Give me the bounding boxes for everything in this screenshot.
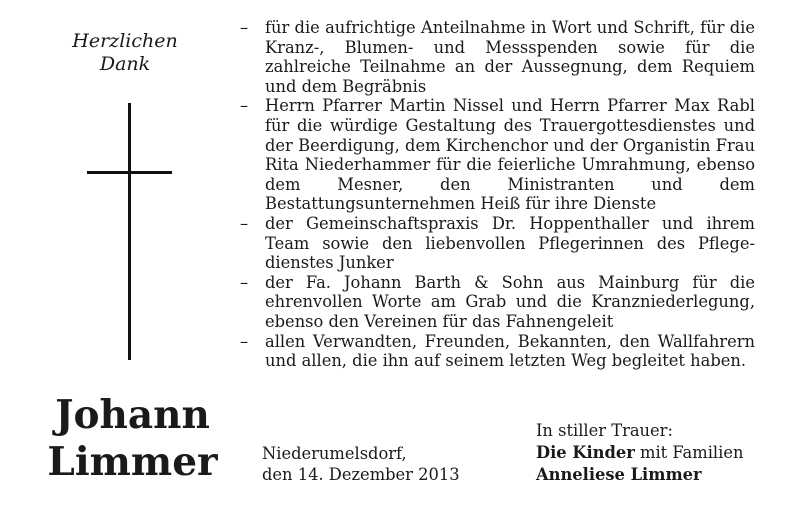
- list-item-text: allen Verwandten, Freunden, Bekannten, den Wallfahrern und allen, die ihn auf seinem letzten Weg begleitet haben.: [265, 331, 755, 371]
- place-date: [262, 443, 460, 485]
- mourners-line-2: Anneliese Limmer: [536, 465, 702, 484]
- cross-icon-vertical: [128, 103, 131, 360]
- thanks-line-2: Dank: [99, 53, 151, 75]
- mourners-children: Die Kinder: [536, 443, 635, 462]
- mourners-line-1: [536, 442, 743, 464]
- list-item: [240, 18, 755, 96]
- mourning-intro: In stiller Trauer:: [536, 421, 673, 440]
- thanks-line-1: Herzlichen: [72, 30, 178, 52]
- cross-icon-horizontal: [87, 171, 172, 174]
- list-dash: –: [240, 18, 249, 37]
- list-item-text: der Gemeinschaftspraxis Dr. Hoppenthaller und ihrem Team sowie den liebenvollen Pflegerinnen des Pflegedienstes Junker: [265, 213, 755, 273]
- list-item-text: der Fa. Johann Barth & Sohn aus Mainburg für die ehrenvollen Worte am Grab und die Kranzniederlegung, ebenso den Vereinen für das Fahnengeleit: [265, 272, 755, 331]
- list-dash: –: [240, 213, 249, 233]
- list-dash: –: [240, 272, 249, 292]
- list-item: [240, 96, 755, 214]
- thanks-list: [240, 18, 755, 371]
- mourners: [536, 420, 743, 486]
- list-dash: –: [240, 331, 249, 351]
- mourners-children-suffix: mit Familien: [634, 443, 744, 462]
- list-item-text: Herrn Pfarrer Martin Nissel und Herrn Pfarrer Max Rabl für die würdige Gestaltung des Trauergottesdienstes und der Beerdigung, dem Kirchenchor und der Organistin Frau Rita Niederhammer für die feierliche Umrahmung, ebenso dem Mesner, den Ministranten und dem Bestattungsunternehmen Heiß für ihre Dienste: [265, 96, 755, 214]
- deceased-name: [20, 392, 245, 486]
- list-item: [240, 214, 755, 273]
- list-item: [240, 332, 755, 371]
- list-item-text: für die aufrichtige Anteilnahme in Wort und Schrift, für die Kranz-, Blumen- und Messspenden sowie für die zahlreiche Teilnahme an der Aussegnung, dem Requiem und dem Begräbnis: [265, 18, 755, 96]
- date: den 14. Dezember 2013: [262, 465, 460, 484]
- deceased-first-name: Johann: [55, 392, 210, 438]
- deceased-last-name: Limmer: [47, 439, 218, 485]
- place: Niederumelsdorf,: [262, 444, 407, 463]
- thanks-heading: [40, 30, 210, 76]
- list-item: [240, 273, 755, 332]
- list-dash: –: [240, 96, 249, 116]
- left-column: [0, 0, 250, 508]
